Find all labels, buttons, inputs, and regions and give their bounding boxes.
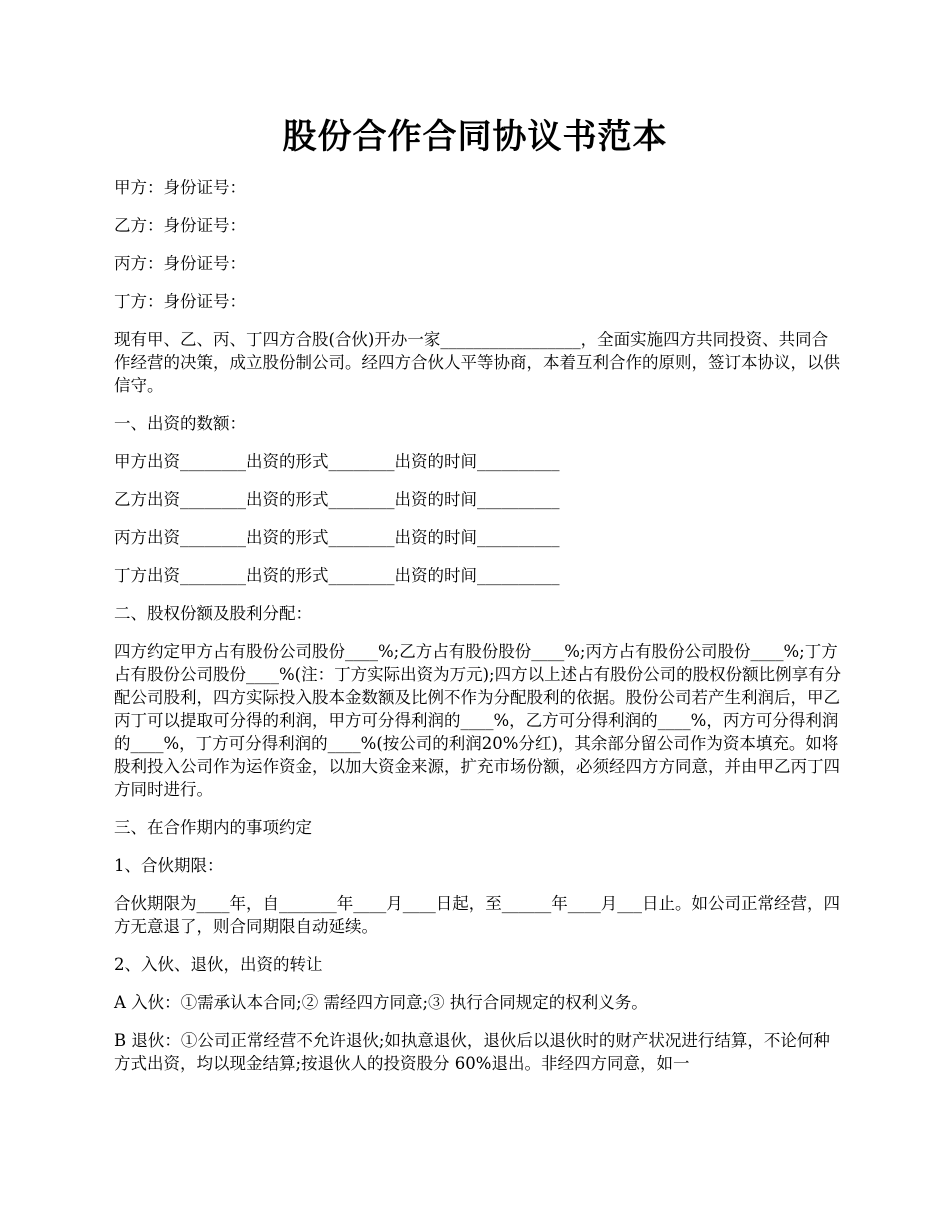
join-clause: A 入伙：①需承认本合同;② 需经四方同意;③ 执行合同规定的权利义务。 — [114, 993, 648, 1012]
subheading-term: 1、合伙期限： — [114, 856, 224, 875]
contribution-party-b: 乙方出资________出资的形式________出资的时间__________ — [114, 490, 560, 509]
contribution-party-d: 丁方出资________出资的形式________出资的时间__________ — [114, 566, 560, 585]
party-c-line: 丙方：身份证号： — [114, 254, 246, 273]
contribution-party-c: 丙方出资________出资的形式________出资的时间__________ — [114, 528, 560, 547]
document-title: 股份合作合同协议书范本 — [282, 117, 668, 157]
section-heading-equity: 二、股权份额及股利分配： — [114, 604, 312, 623]
equity-paragraph: 四方约定甲方占有股份公司股份____%;乙方占有股份股份____%;丙方占有股份公司股份____%;丁方占有股份公司股份____%(注：丁方实际出资为万元);四方以上述占有股份公司的股权份额比例享有分配公司股利，四方实际投入股本金数额及比例不作为分配股利的依据。股份公司若产生利润后，甲乙丙丁可以提取可分得的利润，甲方可分得利润的____%，乙方可分得利润的____%，丙方可分得利润的____%，丁方可分得利润的____%(按公司的利润20%分红)，其余部分留公司作为资本填充。如将股利投入公司作为运作资金，以加大资金来源，扩充市场份额，必须经四方方同意，并由甲乙丙丁四方同时进行。 — [114, 642, 842, 799]
preamble-paragraph: 现有甲、乙、丙、丁四方合股(合伙)开办一家_________________，全面实施四方共同投资、共同合作经营的决策，成立股份制公司。经四方合伙人平等协商，本着互利合作的原则，签订本协议，以供信守。 — [114, 330, 840, 395]
document-body — [114, 176, 844, 1090]
term-paragraph: 合伙期限为____年，自_______年____月____日起，至______年____月___日止。如公司正常经营，四方无意退了，则合同期限自动延续。 — [114, 894, 840, 936]
party-a-line: 甲方：身份证号： — [114, 178, 246, 197]
contribution-party-a: 甲方出资________出资的形式________出资的时间__________ — [114, 452, 560, 471]
party-b-line: 乙方：身份证号： — [114, 216, 246, 235]
withdraw-clause: B 退伙：①公司正常经营不允许退伙;如执意退伙，退伙后以退伙时的财产状况进行结算，不论何种方式出资，均以现金结算;按退伙人的投资股分 60%退出。非经四方同意，如一 — [114, 1031, 830, 1073]
subheading-join-withdraw: 2、入伙、退伙，出资的转让 — [114, 955, 323, 974]
section-heading-terms: 三、在合作期内的事项约定 — [114, 818, 312, 837]
section-heading-contribution: 一、出资的数额： — [114, 414, 246, 433]
party-d-line: 丁方：身份证号： — [114, 292, 246, 311]
